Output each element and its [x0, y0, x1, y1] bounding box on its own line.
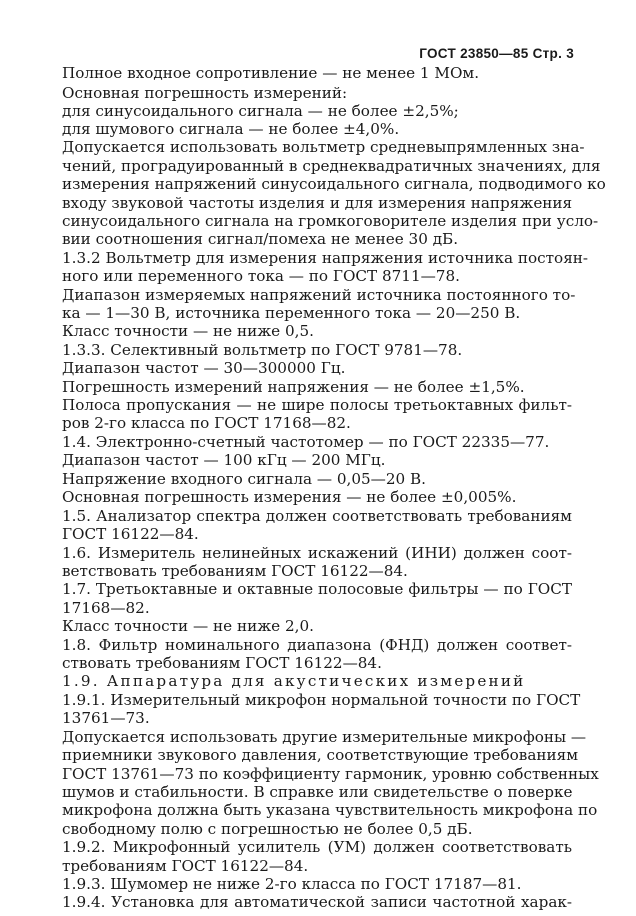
- text-line: Допускается использовать другие измерительные микрофоны —: [62, 728, 587, 746]
- text-line: ГОСТ 13761—73 по коэффициенту гармоник, уровню собственных: [62, 765, 599, 783]
- text-line: ГОСТ 16122—84.: [62, 525, 199, 543]
- text-line: 1.8. Фильтр номинального диапазона (ФНД) должен соответ-: [62, 636, 572, 654]
- text-line: синусоидального сигнала на громкоговорителе изделия при усло-: [62, 212, 599, 230]
- text-line: 17168—82.: [62, 599, 150, 617]
- text-line: приемники звукового давления, соответствующие требованиям: [62, 746, 579, 764]
- text-line: Полное входное сопротивление — не менее 1 МОм.: [62, 64, 480, 82]
- text-line: вии соотношения сигнал/помеха не менее 30 дБ.: [62, 230, 459, 248]
- page-header: ГОСТ 23850—85 Стр. 3: [419, 46, 574, 61]
- text-line: 1.5. Анализатор спектра должен соответствовать требованиям: [62, 507, 572, 525]
- text-line: Класс точности — не ниже 2,0.: [62, 617, 314, 635]
- text-line: свободному полю с погрешностью не более 0,5 дБ.: [62, 820, 473, 838]
- text-line: 1.3.3. Селективный вольтметр по ГОСТ 9781—78.: [62, 341, 463, 359]
- text-line: 1.6. Измеритель нелинейных искажений (ИНИ) должен соот-: [62, 544, 572, 562]
- text-line: Класс точности — не ниже 0,5.: [62, 322, 314, 340]
- text-line: 1.7. Третьоктавные и октавные полосовые фильтры — по ГОСТ: [62, 580, 572, 598]
- text-line: Диапазон измеряемых напряжений источника постоянного то-: [62, 286, 576, 304]
- text-line: ветствовать требованиям ГОСТ 16122—84.: [62, 562, 408, 580]
- text-line: входу звуковой частоты изделия и для измерения напряжения: [62, 194, 573, 212]
- text-line: Полоса пропускания — не шире полосы третьоктавных фильт-: [62, 396, 572, 414]
- text-line: ров 2-го класса по ГОСТ 17168—82.: [62, 414, 351, 432]
- text-line: 1.3.2 Вольтметр для измерения напряжения источника постоян-: [62, 249, 589, 267]
- text-line: 1.4. Электронно-счетный частотомер — по ГОСТ 22335—77.: [62, 433, 550, 451]
- text-line: 1.9.4. Установка для автоматической записи частотной харак-: [62, 893, 572, 911]
- text-line: требованиям ГОСТ 16122—84.: [62, 857, 309, 875]
- text-line: для шумового сигнала — не более ±4,0%.: [62, 120, 400, 138]
- text-line: Основная погрешность измерений:: [62, 84, 348, 102]
- text-line: Напряжение входного сигнала — 0,05—20 В.: [62, 470, 427, 488]
- text-line: Основная погрешность измерения — не более ±0,005%.: [62, 488, 517, 506]
- text-line: 1.9.3. Шумомер не ниже 2-го класса по ГОСТ 17187—81.: [62, 875, 522, 893]
- text-line: микрофона должна быть указана чувствительность микрофона по: [62, 801, 598, 819]
- text-line: Диапазон частот — 30—300000 Гц.: [62, 359, 346, 377]
- text-line: 1.9.2. Микрофонный усилитель (УМ) должен соответствовать: [62, 838, 572, 856]
- text-line: ствовать требованиям ГОСТ 16122—84.: [62, 654, 382, 672]
- text-line: ка — 1—30 В, источника переменного тока — 20—250 В.: [62, 304, 521, 322]
- text-line: 1.9.1. Измерительный микрофон нормальной точности по ГОСТ: [62, 691, 581, 709]
- text-line: Погрешность измерений напряжения — не более ±1,5%.: [62, 378, 525, 396]
- text-line: ного или переменного тока — по ГОСТ 8711—78.: [62, 267, 460, 285]
- text-line: Допускается использовать вольтметр средневыпрямленных зна-: [62, 138, 585, 156]
- text-line: чений, проградуированный в среднеквадратичных значениях, для: [62, 157, 601, 175]
- text-line: 13761—73.: [62, 709, 150, 727]
- text-line: 1.9. Аппаратура для акустических измерений: [62, 672, 526, 690]
- text-line: измерения напряжений синусоидального сигнала, подводимого ко: [62, 175, 606, 193]
- text-line: шумов и стабильности. В справке или свидетельстве о поверке: [62, 783, 573, 801]
- text-line: Диапазон частот — 100 кГц — 200 МГц.: [62, 451, 386, 469]
- text-line: для синусоидального сигнала — не более ±2,5%;: [62, 102, 459, 120]
